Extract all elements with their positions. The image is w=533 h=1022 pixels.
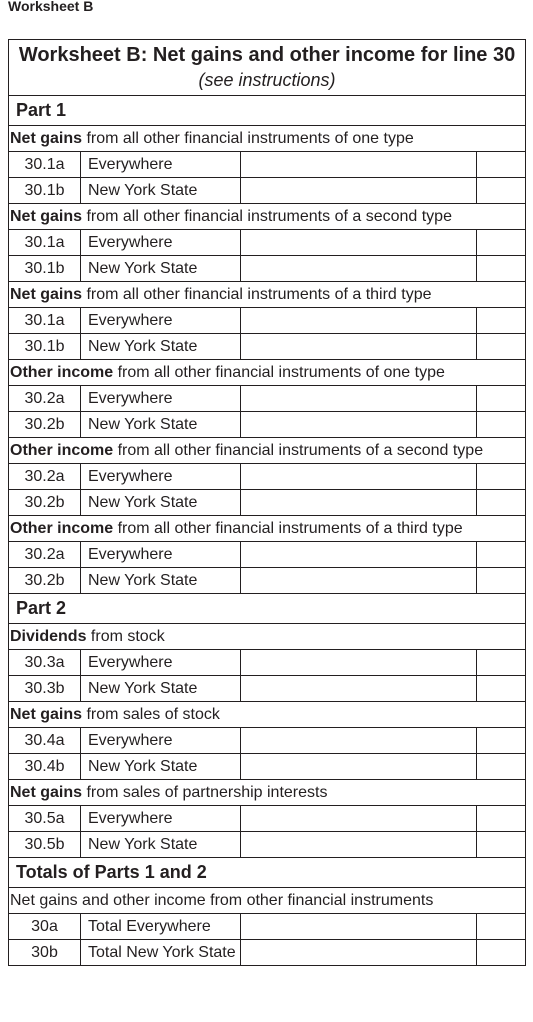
- group-heading-row: [9, 126, 526, 152]
- line-row: [9, 152, 526, 178]
- cents-field[interactable]: [477, 568, 526, 594]
- group-heading-text: from all other financial instruments of one type: [113, 364, 445, 381]
- line-number: 30.4b: [9, 754, 81, 780]
- amount-field[interactable]: [241, 568, 477, 594]
- group-heading: [9, 282, 526, 308]
- line-row: [9, 676, 526, 702]
- line-label: New York State: [81, 832, 241, 858]
- amount-field[interactable]: [241, 334, 477, 360]
- group-heading: [9, 624, 526, 650]
- line-number: 30.1b: [9, 178, 81, 204]
- cents-field[interactable]: [477, 412, 526, 438]
- group-heading: Net gains and other income from other financial instruments: [9, 888, 526, 914]
- group-heading-row: [9, 888, 526, 914]
- amount-field[interactable]: [241, 490, 477, 516]
- group-heading-bold: Net gains: [10, 784, 83, 801]
- page-title: Worksheet B: [8, 0, 94, 14]
- group-heading: [9, 204, 526, 230]
- line-label: Everywhere: [81, 308, 241, 334]
- group-heading-text: from all other financial instruments of a third type: [82, 286, 432, 303]
- group-heading: [9, 702, 526, 728]
- part2-row: [9, 594, 526, 624]
- line-row: [9, 832, 526, 858]
- amount-field[interactable]: [241, 256, 477, 282]
- amount-field[interactable]: [241, 152, 477, 178]
- line-number: 30.1b: [9, 256, 81, 282]
- group-heading-text: from all other financial instruments of a second type: [82, 208, 452, 225]
- line-row: [9, 914, 526, 940]
- group-heading: [9, 126, 526, 152]
- line-label: New York State: [81, 256, 241, 282]
- line-label: Everywhere: [81, 464, 241, 490]
- table-title-instructions: (see instructions): [198, 70, 336, 90]
- amount-field[interactable]: [241, 914, 477, 940]
- cents-field[interactable]: [477, 256, 526, 282]
- group-heading-text: from stock: [86, 628, 165, 645]
- line-number: 30.3a: [9, 650, 81, 676]
- line-row: [9, 412, 526, 438]
- cents-field[interactable]: [477, 308, 526, 334]
- line-label: New York State: [81, 754, 241, 780]
- cents-field[interactable]: [477, 832, 526, 858]
- group-heading: [9, 516, 526, 542]
- line-row: [9, 490, 526, 516]
- amount-field[interactable]: [241, 386, 477, 412]
- group-heading-row: [9, 438, 526, 464]
- worksheet-table: [8, 39, 526, 966]
- cents-field[interactable]: [477, 386, 526, 412]
- group-heading-row: [9, 516, 526, 542]
- group-heading-text: from all other financial instruments of a third type: [113, 520, 463, 537]
- group-heading-row: [9, 360, 526, 386]
- group-heading-bold: Net gains: [10, 208, 83, 225]
- group-heading-text: from sales of stock: [82, 706, 220, 723]
- group-heading-row: [9, 282, 526, 308]
- line-number: 30.5a: [9, 806, 81, 832]
- group-heading-row: [9, 624, 526, 650]
- table-title-main: Worksheet B: Net gains and other income for line 30: [18, 44, 516, 66]
- amount-field[interactable]: [241, 542, 477, 568]
- amount-field[interactable]: [241, 832, 477, 858]
- line-row: [9, 542, 526, 568]
- cents-field[interactable]: [477, 914, 526, 940]
- group-heading-text: from sales of partnership interests: [82, 784, 328, 801]
- amount-field[interactable]: [241, 650, 477, 676]
- totals-row: [9, 858, 526, 888]
- cents-field[interactable]: [477, 490, 526, 516]
- line-label: New York State: [81, 676, 241, 702]
- group-heading-bold: Other income: [10, 520, 114, 537]
- line-label: Everywhere: [81, 728, 241, 754]
- part1-row: [9, 96, 526, 126]
- line-label: Everywhere: [81, 152, 241, 178]
- amount-field[interactable]: [241, 464, 477, 490]
- line-row: [9, 178, 526, 204]
- line-row: [9, 464, 526, 490]
- line-row: [9, 308, 526, 334]
- table-title: [9, 40, 526, 96]
- group-heading: [9, 438, 526, 464]
- group-heading-text: from all other financial instruments of one type: [82, 130, 414, 147]
- line-label: New York State: [81, 334, 241, 360]
- cents-field[interactable]: [477, 152, 526, 178]
- amount-field[interactable]: [241, 178, 477, 204]
- line-row: [9, 806, 526, 832]
- line-number: 30.1b: [9, 334, 81, 360]
- cents-field[interactable]: [477, 178, 526, 204]
- line-label: New York State: [81, 568, 241, 594]
- group-heading-row: [9, 780, 526, 806]
- line-number: 30.2a: [9, 386, 81, 412]
- cents-field[interactable]: [477, 542, 526, 568]
- cents-field[interactable]: [477, 230, 526, 256]
- line-number: 30.1a: [9, 152, 81, 178]
- line-number: 30.3b: [9, 676, 81, 702]
- group-heading-bold: Other income: [10, 364, 114, 381]
- line-number: 30.4a: [9, 728, 81, 754]
- cents-field[interactable]: [477, 754, 526, 780]
- line-row: [9, 386, 526, 412]
- cents-field[interactable]: [477, 676, 526, 702]
- line-number: 30b: [9, 940, 81, 966]
- line-row: [9, 728, 526, 754]
- line-number: 30a: [9, 914, 81, 940]
- totals-heading: Totals of Parts 1 and 2: [9, 858, 526, 888]
- line-label: Everywhere: [81, 806, 241, 832]
- amount-field[interactable]: [241, 728, 477, 754]
- cents-field[interactable]: [477, 940, 526, 966]
- line-label: Everywhere: [81, 386, 241, 412]
- amount-field[interactable]: [241, 230, 477, 256]
- group-heading-text: from all other financial instruments of a second type: [113, 442, 484, 459]
- cents-field[interactable]: [477, 650, 526, 676]
- line-number: 30.2b: [9, 412, 81, 438]
- amount-field[interactable]: [241, 676, 477, 702]
- line-row: [9, 940, 526, 966]
- part1-heading: Part 1: [9, 96, 526, 126]
- line-label: Everywhere: [81, 542, 241, 568]
- line-number: 30.2b: [9, 568, 81, 594]
- group-heading-bold: Net gains: [10, 706, 83, 723]
- line-number: 30.1a: [9, 308, 81, 334]
- cents-field[interactable]: [477, 728, 526, 754]
- line-label: Everywhere: [81, 230, 241, 256]
- line-label: New York State: [81, 490, 241, 516]
- line-number: 30.2a: [9, 542, 81, 568]
- amount-field[interactable]: [241, 308, 477, 334]
- group-heading-bold: Net gains: [10, 286, 83, 303]
- group-heading: [9, 360, 526, 386]
- amount-field[interactable]: [241, 412, 477, 438]
- group-heading-row: [9, 204, 526, 230]
- group-heading-bold: Other income: [10, 442, 114, 459]
- cents-field[interactable]: [477, 334, 526, 360]
- line-row: [9, 230, 526, 256]
- line-number: 30.1a: [9, 230, 81, 256]
- group-heading-bold: Dividends: [10, 628, 87, 645]
- line-label: New York State: [81, 412, 241, 438]
- amount-field[interactable]: [241, 754, 477, 780]
- line-label: Total New York State: [81, 940, 241, 966]
- line-row: [9, 568, 526, 594]
- line-row: [9, 256, 526, 282]
- line-number: 30.5b: [9, 832, 81, 858]
- line-row: [9, 650, 526, 676]
- amount-field[interactable]: [241, 806, 477, 832]
- part2-heading: Part 2: [9, 594, 526, 624]
- line-number: 30.2a: [9, 464, 81, 490]
- line-label: Everywhere: [81, 650, 241, 676]
- cents-field[interactable]: [477, 806, 526, 832]
- group-heading-bold: Net gains: [10, 130, 83, 147]
- amount-field[interactable]: [241, 940, 477, 966]
- cents-field[interactable]: [477, 464, 526, 490]
- group-heading: [9, 780, 526, 806]
- line-label: New York State: [81, 178, 241, 204]
- group-heading-row: [9, 702, 526, 728]
- line-row: [9, 334, 526, 360]
- line-row: [9, 754, 526, 780]
- line-label: Total Everywhere: [81, 914, 241, 940]
- line-number: 30.2b: [9, 490, 81, 516]
